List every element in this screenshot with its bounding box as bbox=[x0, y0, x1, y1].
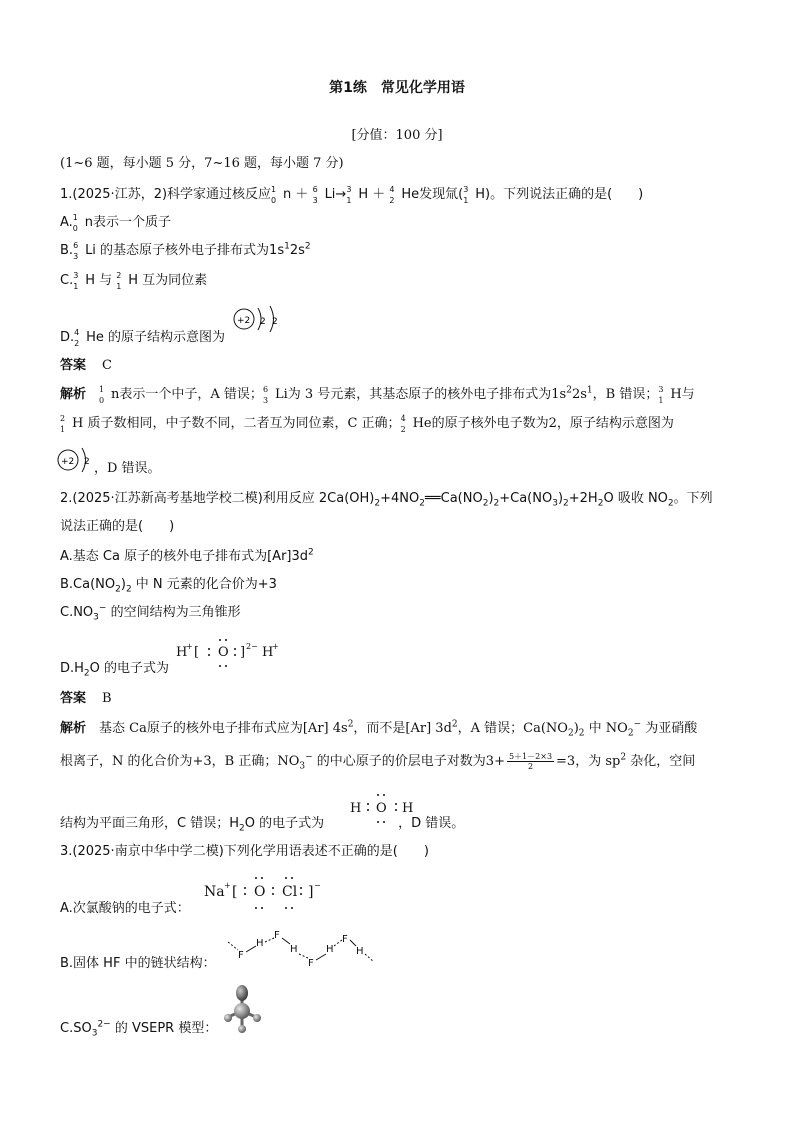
q2-option-c: $C.NO_3^-$ 的空间结构为三角锥形 bbox=[60, 603, 241, 623]
svg-text:+: + bbox=[272, 642, 279, 651]
he-atom-structure-diagram-2 bbox=[56, 444, 96, 476]
svg-text:H: H bbox=[290, 944, 298, 955]
q3-option-c: $C.SO_3^{2-}$ 的 VSEPR 模型： bbox=[60, 1019, 218, 1039]
q1-analysis-line2: 2 1 H 质子数相同，中子数不同，二者互为同位素，C 正确； 4 2 He的原子核外电子数为2，原子结构示意图为 bbox=[60, 414, 674, 434]
svg-text:2: 2 bbox=[272, 317, 278, 327]
svg-text:F: F bbox=[308, 958, 314, 969]
q1-option-b: B. 6 3 Li 的基态原子核外电子排布式为$1s^12s^2$ bbox=[60, 241, 311, 261]
svg-text:F: F bbox=[342, 934, 348, 945]
q2-stem-line1: 2.(2025·江苏新高考基地学校二模)利用反应 $2Ca(OH)_2+4NO_2══Ca(NO_2)_2+Ca(NO_3)_2+2H_2O$ 吸收 $NO_2$。下列 bbox=[60, 491, 713, 509]
svg-text:]: ] bbox=[308, 884, 314, 900]
svg-text:2−: 2− bbox=[246, 642, 258, 651]
q2-analysis-line1: 解析 基态 Ca原子的核外电子排布式应为[Ar] $4s^2$，而不是[Ar] $3d^2$，A 错误；$Ca(NO_2)_2$ 中 $NO_2^-$ 为亚硝酸 bbox=[60, 719, 698, 739]
svg-text:2: 2 bbox=[260, 317, 266, 327]
svg-text:H: H bbox=[256, 938, 264, 949]
svg-text:O: O bbox=[376, 801, 387, 816]
svg-text:[: [ bbox=[232, 884, 238, 900]
instructions: (1~6 题，每小题 5 分，7~16 题，每小题 7 分) bbox=[60, 156, 344, 171]
q1-stem: 1.(2025·江苏，2)科学家通过核反应 1 0 n ＋ 6 3 Li→ 3 1 H ＋ 4 2 He发现氚( 3 1 H)。下列说法正确的是( ) bbox=[60, 185, 644, 205]
vsepr-model-ball-and-stick bbox=[222, 983, 270, 1037]
svg-text:H: H bbox=[176, 645, 188, 660]
svg-text:H: H bbox=[350, 801, 362, 816]
score-info: [分值：100 分] bbox=[351, 128, 443, 143]
svg-text:−: − bbox=[314, 881, 321, 890]
q2-stem-line2: 说法正确的是( ) bbox=[60, 519, 175, 534]
q1-analysis-line1: 解析 1 0 n表示一个中子，A 错误； 6 3 Li为 3 号元素，其基态原子的核外电子排布式为$1s^22s^1$，B 错误； 3 1 H与 bbox=[60, 385, 695, 405]
hf-chain-structure bbox=[222, 928, 382, 970]
svg-text:F: F bbox=[274, 930, 280, 941]
svg-text:+2: +2 bbox=[237, 316, 251, 326]
he-atom-structure-diagram bbox=[232, 302, 288, 342]
svg-text:+: + bbox=[186, 642, 193, 651]
svg-text:Na: Na bbox=[204, 884, 225, 900]
q1-option-c: C. 3 1 H 与 2 1 H 互为同位素 bbox=[60, 271, 208, 291]
svg-text:F: F bbox=[238, 950, 244, 961]
q1-analysis-line3: ，D 错误。 bbox=[94, 461, 161, 476]
svg-text:H: H bbox=[326, 944, 334, 955]
q3-option-b: B.固体 HF 中的链状结构： bbox=[60, 956, 216, 971]
q3-stem: 3.(2025·南京中华中学二模)下列化学用语表述不正确的是( ) bbox=[60, 844, 429, 859]
svg-text:O: O bbox=[254, 884, 266, 900]
q1-option-a: A. 1 0 n表示一个质子 bbox=[60, 213, 172, 233]
svg-text:O: O bbox=[218, 645, 229, 660]
q2-option-a: A.基态 Ca 原子的核外电子排布式为$[Ar]3d^2$ bbox=[60, 547, 314, 564]
svg-text:+: + bbox=[224, 881, 231, 890]
q2-option-d: $D.H_2O$ 的电子式为 bbox=[60, 661, 170, 679]
q1-answer: 答案 C bbox=[60, 358, 112, 373]
svg-text:H: H bbox=[262, 645, 274, 660]
h2o-wrong-electron-formula bbox=[172, 632, 292, 672]
q2-analysis-line2: 根离子，N 的化合价为+3，B 正确；$NO_3^-$ 的中心原子的价层电子对数为3+ $\frac{5+1-2\times 3}{2}$ =3，为 $sp^2$ 杂化，空间 bbox=[60, 752, 696, 772]
q1-option-d: D. 4 2 He 的原子结构示意图为 bbox=[60, 328, 226, 348]
svg-text:H: H bbox=[356, 946, 364, 957]
svg-text:[: [ bbox=[194, 645, 200, 660]
q2-answer: 答案 B bbox=[60, 691, 112, 706]
q2-analysis-line3: 结构为平面三角形，C 错误；$H_2O$ 的电子式为 ，D 错误。 bbox=[60, 816, 465, 834]
svg-text:+2: +2 bbox=[61, 457, 75, 467]
svg-text:]: ] bbox=[240, 645, 246, 660]
naclo-electron-formula bbox=[200, 870, 336, 914]
svg-text:Cl: Cl bbox=[282, 884, 298, 900]
svg-text:2: 2 bbox=[84, 457, 90, 467]
svg-text:H: H bbox=[402, 801, 414, 816]
q3-option-a: A.次氯酸钠的电子式： bbox=[60, 901, 190, 916]
page-title: 第1练 常见化学用语 bbox=[329, 80, 465, 96]
q2-option-b: $B.Ca(NO_2)_2$ 中 N 元素的化合价为+3 bbox=[60, 577, 277, 595]
